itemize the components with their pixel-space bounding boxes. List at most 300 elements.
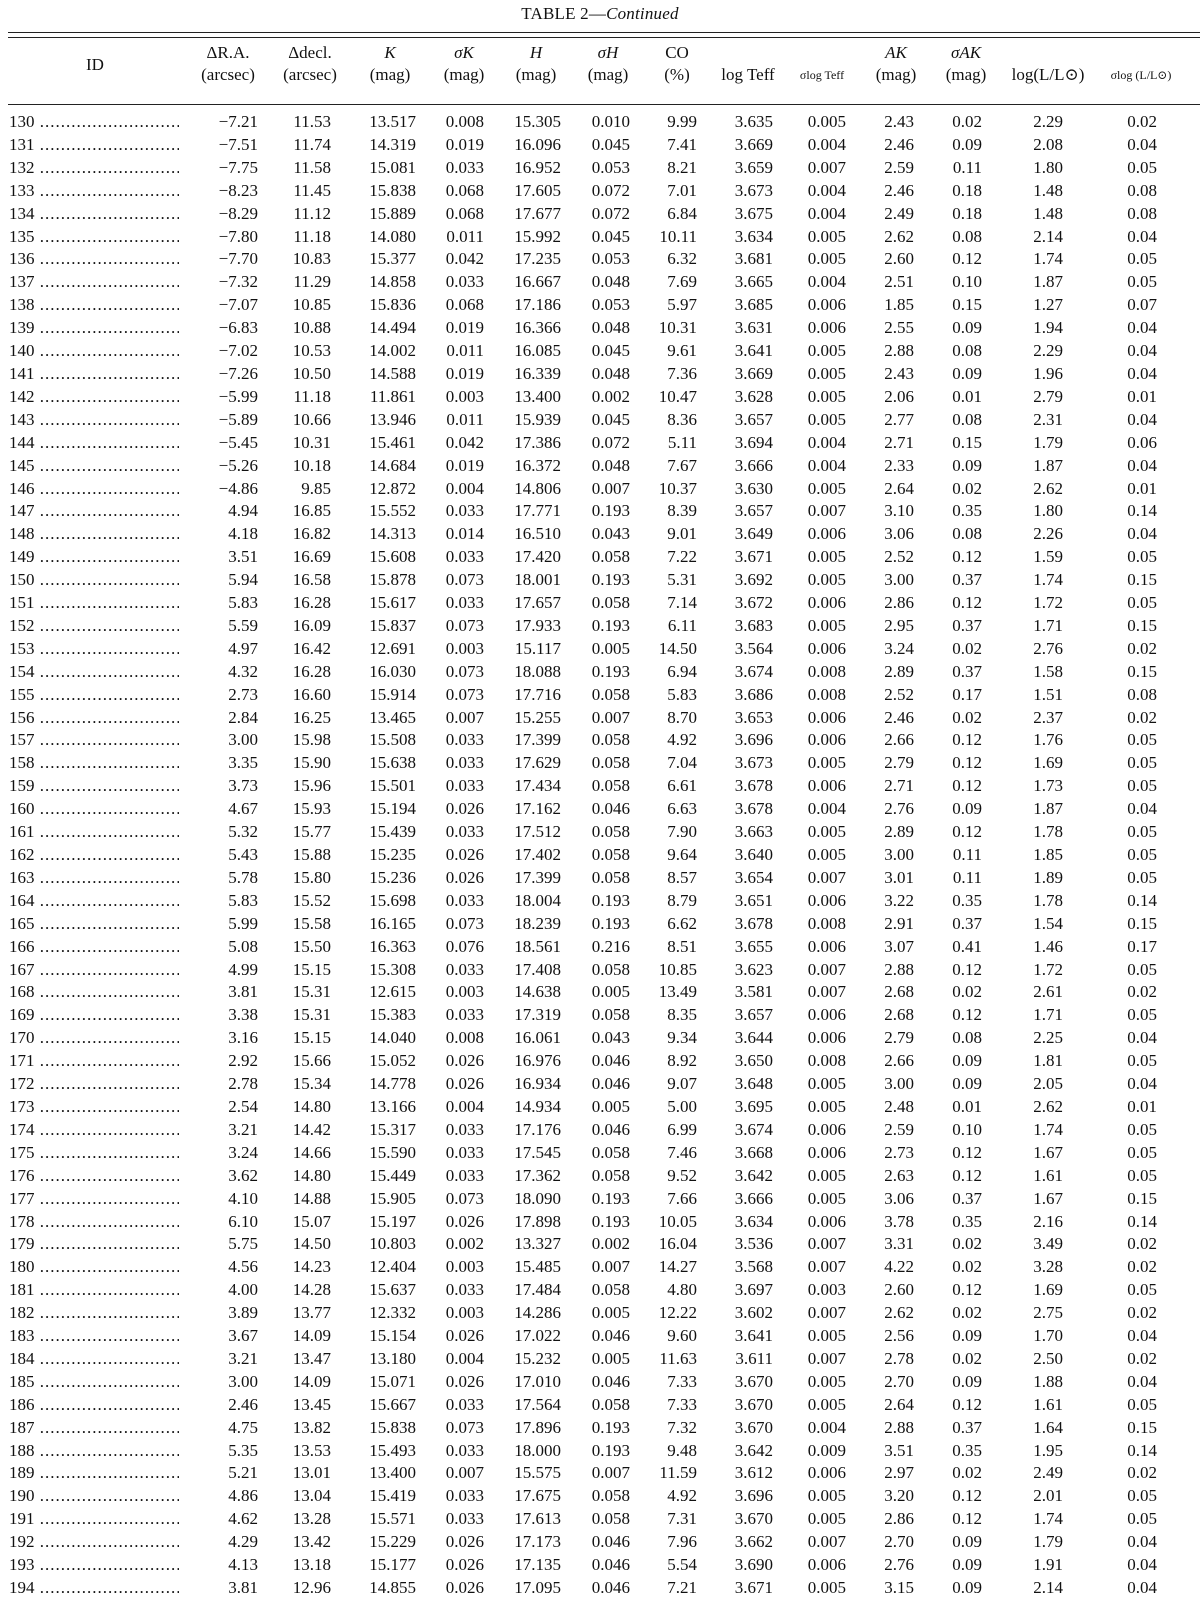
cell-h: 16.667 <box>514 272 561 292</box>
cell-ra: 4.13 <box>228 1555 258 1575</box>
cell-sigma-k: 0.003 <box>445 1257 484 1277</box>
cell-k: 14.002 <box>369 341 416 361</box>
cell-ra: 4.75 <box>228 1417 258 1437</box>
header-line1: σK <box>454 43 474 62</box>
cell-sigma-k: 0.003 <box>445 982 484 1002</box>
cell-decl: 16.28 <box>292 593 331 613</box>
cell-sigma-ak: 0.09 <box>952 1371 982 1391</box>
cell-decl: 15.31 <box>292 982 331 1002</box>
cell-ak: 3.00 <box>884 1074 914 1094</box>
cell-co: 7.32 <box>667 1417 697 1437</box>
cell-log-teff: 3.623 <box>734 959 773 979</box>
cell-log-l: 1.67 <box>1033 1142 1063 1162</box>
cell-co: 7.36 <box>667 363 697 383</box>
cell-id: 167 ..... <box>9 959 179 982</box>
cell-decl: 15.80 <box>292 867 331 887</box>
cell-sigma-log-teff: 0.008 <box>807 684 846 704</box>
cell-sigma-log-l: 0.05 <box>1127 547 1157 567</box>
cell-log-l: 1.73 <box>1033 776 1063 796</box>
cell-sigma-k: 0.073 <box>445 615 484 635</box>
cell-h: 15.305 <box>514 112 561 131</box>
cell-log-teff: 3.612 <box>734 1463 773 1483</box>
cell-decl: 15.58 <box>292 913 331 933</box>
cell-sigma-h: 0.005 <box>591 1303 630 1323</box>
cell-sigma-log-l: 0.05 <box>1127 1509 1157 1529</box>
cell-sigma-h: 0.046 <box>591 1119 630 1139</box>
table-row <box>0 294 1200 317</box>
cell-sigma-log-l: 0.05 <box>1127 1486 1157 1506</box>
table-row <box>0 959 1200 982</box>
cell-ak: 2.71 <box>884 432 914 452</box>
cell-sigma-ak: 0.02 <box>952 1348 982 1368</box>
cell-k: 15.383 <box>369 1005 416 1025</box>
table-row <box>0 1554 1200 1577</box>
cell-sigma-log-teff: 0.005 <box>807 409 846 429</box>
cell-sigma-h: 0.058 <box>591 593 630 613</box>
cell-log-l: 1.80 <box>1033 501 1063 521</box>
cell-decl: 16.42 <box>292 638 331 658</box>
table-header <box>0 42 1200 104</box>
header-line1: Δdecl. <box>288 43 332 62</box>
cell-id: 179 ..... <box>9 1233 179 1256</box>
cell-sigma-log-l: 0.05 <box>1127 730 1157 750</box>
cell-ak: 2.52 <box>884 547 914 567</box>
cell-co: 6.94 <box>667 661 697 681</box>
cell-sigma-h: 0.058 <box>591 1005 630 1025</box>
cell-log-teff: 3.665 <box>734 272 773 292</box>
cell-sigma-ak: 0.12 <box>952 1509 982 1529</box>
cell-h: 15.117 <box>514 638 561 658</box>
cell-sigma-log-l: 0.15 <box>1127 615 1157 635</box>
cell-decl: 15.15 <box>292 1028 331 1048</box>
cell-sigma-ak: 0.17 <box>952 684 982 704</box>
table-row <box>0 707 1200 730</box>
cell-sigma-ak: 0.02 <box>952 707 982 727</box>
cell-ra: −5.99 <box>218 386 258 406</box>
cell-sigma-h: 0.046 <box>591 1371 630 1391</box>
cell-id: 151 ..... <box>9 592 179 615</box>
cell-sigma-log-teff: 0.004 <box>807 272 846 292</box>
cell-log-teff: 3.649 <box>734 524 773 544</box>
cell-sigma-log-teff: 0.005 <box>807 570 846 590</box>
cell-log-l: 1.79 <box>1033 432 1063 452</box>
cell-k: 15.308 <box>369 959 416 979</box>
cell-co: 8.57 <box>667 867 697 887</box>
cell-sigma-ak: 0.02 <box>952 112 982 131</box>
cell-sigma-ak: 0.11 <box>952 867 982 887</box>
cell-sigma-h: 0.193 <box>591 501 630 521</box>
cell-id: 142 ..... <box>9 386 179 409</box>
cell-decl: 15.07 <box>292 1211 331 1231</box>
cell-sigma-log-l: 0.14 <box>1127 1211 1157 1231</box>
cell-sigma-log-l: 0.04 <box>1127 799 1157 819</box>
cell-co: 7.41 <box>667 134 697 154</box>
cell-sigma-log-teff: 0.006 <box>807 1555 846 1575</box>
cell-k: 12.872 <box>369 478 416 498</box>
cell-co: 6.62 <box>667 913 697 933</box>
cell-k: 12.332 <box>369 1303 416 1323</box>
cell-k: 15.878 <box>369 570 416 590</box>
cell-log-teff: 3.581 <box>734 982 773 1002</box>
header-line1 <box>1091 42 1191 64</box>
header-line1: H <box>529 43 543 62</box>
cell-sigma-log-teff: 0.005 <box>807 341 846 361</box>
cell-co: 5.31 <box>667 570 697 590</box>
cell-log-teff: 3.635 <box>734 112 773 131</box>
cell-h: 17.657 <box>514 593 561 613</box>
cell-sigma-ak: 0.09 <box>952 1555 982 1575</box>
cell-ra: 3.21 <box>228 1119 258 1139</box>
cell-ra: −7.32 <box>218 272 258 292</box>
cell-sigma-k: 0.002 <box>445 1234 484 1254</box>
cell-log-l: 2.25 <box>1033 1028 1063 1048</box>
cell-log-l: 2.62 <box>1033 478 1063 498</box>
header-line2: σlog (L/L⊙) <box>1110 68 1172 82</box>
cell-co: 6.99 <box>667 1119 697 1139</box>
cell-sigma-k: 0.068 <box>445 203 484 223</box>
cell-h: 17.434 <box>514 776 561 796</box>
cell-log-l: 2.29 <box>1033 341 1063 361</box>
cell-sigma-ak: 0.35 <box>952 890 982 910</box>
cell-sigma-h: 0.058 <box>591 1142 630 1162</box>
cell-sigma-log-teff: 0.006 <box>807 1211 846 1231</box>
cell-log-l: 1.88 <box>1033 1371 1063 1391</box>
cell-ak: 2.64 <box>884 478 914 498</box>
cell-id: 158 ..... <box>9 752 179 775</box>
cell-decl: 15.90 <box>292 753 331 773</box>
cell-sigma-log-teff: 0.004 <box>807 203 846 223</box>
cell-h: 17.933 <box>514 615 561 635</box>
cell-id: 147 ..... <box>9 500 179 523</box>
cell-sigma-ak: 0.02 <box>952 1463 982 1483</box>
cell-sigma-h: 0.053 <box>591 295 630 315</box>
header-log-teff <box>713 42 783 86</box>
cell-sigma-ak: 0.12 <box>952 1142 982 1162</box>
cell-h: 17.420 <box>514 547 561 567</box>
cell-log-teff: 3.670 <box>734 1509 773 1529</box>
cell-sigma-h: 0.058 <box>591 730 630 750</box>
cell-ra: 3.38 <box>228 1005 258 1025</box>
table-row <box>0 432 1200 455</box>
cell-sigma-k: 0.033 <box>445 1119 484 1139</box>
cell-ra: 4.86 <box>228 1486 258 1506</box>
cell-k: 15.197 <box>369 1211 416 1231</box>
cell-sigma-k: 0.073 <box>445 913 484 933</box>
cell-h: 17.402 <box>514 845 561 864</box>
cell-sigma-log-l: 0.15 <box>1127 913 1157 933</box>
cell-sigma-h: 0.058 <box>591 959 630 979</box>
cell-co: 10.85 <box>658 959 697 979</box>
cell-id: 149 ..... <box>9 546 179 569</box>
cell-sigma-ak: 0.37 <box>952 913 982 933</box>
cell-k: 14.040 <box>369 1028 416 1048</box>
cell-co: 13.49 <box>658 982 697 1002</box>
cell-sigma-k: 0.073 <box>445 684 484 704</box>
cell-log-l: 3.28 <box>1033 1257 1063 1277</box>
cell-sigma-k: 0.011 <box>446 226 484 246</box>
cell-log-teff: 3.666 <box>734 455 773 475</box>
cell-log-teff: 3.657 <box>734 1005 773 1025</box>
cell-sigma-log-l: 0.14 <box>1127 501 1157 521</box>
cell-ak: 2.66 <box>884 1051 914 1071</box>
cell-sigma-log-teff: 0.004 <box>807 1417 846 1437</box>
cell-ra: 3.21 <box>228 1348 258 1368</box>
header-line2: (mag) <box>443 65 485 84</box>
cell-sigma-ak: 0.08 <box>952 341 982 361</box>
cell-sigma-ak: 0.37 <box>952 661 982 681</box>
cell-log-l: 1.78 <box>1033 890 1063 910</box>
cell-sigma-log-l: 0.05 <box>1127 157 1157 177</box>
table-row <box>0 844 1200 867</box>
cell-ak: 2.33 <box>884 455 914 475</box>
cell-ra: 5.08 <box>228 936 258 956</box>
cell-sigma-ak: 0.09 <box>952 134 982 154</box>
cell-h: 17.135 <box>514 1555 561 1575</box>
caption-continued: Continued <box>606 4 679 23</box>
cell-co: 12.22 <box>658 1303 697 1323</box>
cell-id: 175 ..... <box>9 1142 179 1165</box>
cell-log-l: 1.64 <box>1033 1417 1063 1437</box>
cell-log-teff: 3.695 <box>734 1096 773 1116</box>
cell-log-teff: 3.641 <box>734 341 773 361</box>
cell-k: 15.836 <box>369 295 416 315</box>
cell-log-teff: 3.634 <box>734 226 773 246</box>
table-row <box>0 1394 1200 1417</box>
cell-sigma-h: 0.058 <box>591 1486 630 1506</box>
cell-h: 17.319 <box>514 1005 561 1025</box>
header-line2: (mag) <box>587 65 629 84</box>
cell-h: 17.484 <box>514 1280 561 1300</box>
cell-ak: 2.49 <box>884 203 914 223</box>
cell-k: 15.698 <box>369 890 416 910</box>
table-row <box>0 1233 1200 1256</box>
cell-ak: 1.85 <box>884 295 914 315</box>
cell-decl: 13.04 <box>292 1486 331 1506</box>
cell-k: 15.552 <box>369 501 416 521</box>
cell-id: 132 ..... <box>9 157 179 180</box>
cell-sigma-log-l: 0.04 <box>1127 226 1157 246</box>
cell-log-teff: 3.696 <box>734 1486 773 1506</box>
cell-k: 15.071 <box>369 1371 416 1391</box>
top-rule-2 <box>8 37 1200 38</box>
cell-id: 138 ..... <box>9 294 179 317</box>
cell-log-l: 2.37 <box>1033 707 1063 727</box>
cell-log-l: 1.74 <box>1033 249 1063 269</box>
cell-co: 11.59 <box>659 1463 697 1483</box>
table-row <box>0 523 1200 546</box>
cell-k: 14.855 <box>369 1578 416 1597</box>
cell-decl: 11.18 <box>293 386 331 406</box>
cell-id: 172 ..... <box>9 1073 179 1096</box>
cell-co: 7.90 <box>667 822 697 842</box>
cell-sigma-log-l: 0.05 <box>1127 845 1157 864</box>
cell-id: 183 ..... <box>9 1325 179 1348</box>
cell-id: 141 ..... <box>9 363 179 386</box>
cell-log-teff: 3.651 <box>734 890 773 910</box>
table-row <box>0 157 1200 180</box>
cell-h: 17.010 <box>514 1371 561 1391</box>
cell-sigma-h: 0.072 <box>591 203 630 223</box>
cell-id: 156 ..... <box>9 707 179 730</box>
cell-sigma-log-teff: 0.006 <box>807 593 846 613</box>
cell-ra: −7.21 <box>218 112 258 131</box>
cell-sigma-log-l: 0.08 <box>1127 180 1157 200</box>
cell-sigma-log-teff: 0.006 <box>807 1028 846 1048</box>
cell-k: 15.914 <box>369 684 416 704</box>
cell-sigma-ak: 0.11 <box>952 157 982 177</box>
cell-ra: −8.23 <box>218 180 258 200</box>
cell-ra: 3.51 <box>228 547 258 567</box>
cell-decl: 16.85 <box>292 501 331 521</box>
cell-sigma-log-teff: 0.004 <box>807 134 846 154</box>
cell-co: 5.00 <box>667 1096 697 1116</box>
cell-id: 144 ..... <box>9 432 179 455</box>
cell-log-l: 2.61 <box>1033 982 1063 1002</box>
header-h <box>506 42 566 86</box>
cell-sigma-h: 0.005 <box>591 982 630 1002</box>
cell-sigma-h: 0.005 <box>591 1348 630 1368</box>
cell-co: 5.11 <box>667 432 697 452</box>
cell-log-l: 2.75 <box>1033 1303 1063 1323</box>
cell-co: 9.60 <box>667 1326 697 1346</box>
cell-decl: 15.34 <box>292 1074 331 1094</box>
cell-sigma-log-l: 0.15 <box>1127 1188 1157 1208</box>
cell-decl: 13.42 <box>292 1532 331 1552</box>
cell-decl: 11.53 <box>293 112 331 131</box>
cell-ak: 3.06 <box>884 524 914 544</box>
cell-k: 15.052 <box>369 1051 416 1071</box>
cell-sigma-k: 0.033 <box>445 1165 484 1185</box>
cell-sigma-log-l: 0.02 <box>1127 1463 1157 1483</box>
cell-id: 190 ..... <box>9 1485 179 1508</box>
cell-sigma-log-teff: 0.006 <box>807 936 846 956</box>
cell-log-teff: 3.648 <box>734 1074 773 1094</box>
cell-sigma-log-teff: 0.007 <box>807 867 846 887</box>
cell-co: 9.99 <box>667 112 697 131</box>
cell-sigma-log-teff: 0.007 <box>807 1348 846 1368</box>
header-line2: log Teff <box>721 65 775 84</box>
cell-h: 16.934 <box>514 1074 561 1094</box>
table-row <box>0 752 1200 775</box>
cell-co: 8.51 <box>667 936 697 956</box>
cell-sigma-h: 0.048 <box>591 455 630 475</box>
cell-ak: 2.79 <box>884 753 914 773</box>
cell-k: 15.501 <box>369 776 416 796</box>
cell-log-l: 2.14 <box>1033 226 1063 246</box>
cell-k: 15.194 <box>369 799 416 819</box>
cell-decl: 9.85 <box>301 478 331 498</box>
cell-log-teff: 3.628 <box>734 386 773 406</box>
cell-log-teff: 3.659 <box>734 157 773 177</box>
cell-h: 18.239 <box>514 913 561 933</box>
header-sigma-log-l <box>1091 42 1191 86</box>
cell-h: 17.162 <box>514 799 561 819</box>
cell-co: 7.33 <box>667 1394 697 1414</box>
table-row <box>0 867 1200 890</box>
cell-ak: 2.59 <box>884 157 914 177</box>
cell-log-teff: 3.681 <box>734 249 773 269</box>
table-row <box>0 1417 1200 1440</box>
cell-decl: 11.45 <box>293 180 331 200</box>
table-row <box>0 981 1200 1004</box>
cell-sigma-log-teff: 0.005 <box>807 547 846 567</box>
cell-decl: 15.66 <box>292 1051 331 1071</box>
cell-sigma-h: 0.048 <box>591 272 630 292</box>
cell-ra: 4.56 <box>228 1257 258 1277</box>
cell-ra: 3.62 <box>228 1165 258 1185</box>
table-row <box>0 363 1200 386</box>
cell-ra: 2.73 <box>228 684 258 704</box>
cell-ra: 4.10 <box>228 1188 258 1208</box>
cell-sigma-log-teff: 0.006 <box>807 1119 846 1139</box>
cell-sigma-k: 0.026 <box>445 1578 484 1597</box>
cell-co: 5.54 <box>667 1555 697 1575</box>
cell-h: 17.898 <box>514 1211 561 1231</box>
cell-k: 14.313 <box>369 524 416 544</box>
cell-sigma-log-teff: 0.005 <box>807 1096 846 1116</box>
cell-ak: 2.68 <box>884 1005 914 1025</box>
cell-decl: 10.66 <box>292 409 331 429</box>
cell-sigma-log-l: 0.05 <box>1127 753 1157 773</box>
table-row <box>0 1142 1200 1165</box>
cell-co: 7.04 <box>667 753 697 773</box>
cell-ak: 3.24 <box>884 638 914 658</box>
cell-sigma-log-teff: 0.005 <box>807 822 846 842</box>
cell-h: 13.327 <box>514 1234 561 1254</box>
cell-sigma-log-teff: 0.005 <box>807 753 846 773</box>
cell-sigma-ak: 0.18 <box>952 180 982 200</box>
cell-co: 9.52 <box>667 1165 697 1185</box>
cell-log-l: 1.80 <box>1033 157 1063 177</box>
header-line2: log(L/L⊙) <box>1011 65 1085 84</box>
cell-decl: 16.25 <box>292 707 331 727</box>
cell-sigma-k: 0.004 <box>445 478 484 498</box>
cell-sigma-k: 0.019 <box>445 318 484 338</box>
cell-sigma-log-l: 0.04 <box>1127 409 1157 429</box>
table-row <box>0 592 1200 615</box>
cell-sigma-k: 0.033 <box>445 1394 484 1414</box>
cell-log-teff: 3.668 <box>734 1142 773 1162</box>
cell-id: 176 ..... <box>9 1165 179 1188</box>
cell-sigma-ak: 0.37 <box>952 570 982 590</box>
cell-co: 8.35 <box>667 1005 697 1025</box>
cell-sigma-k: 0.033 <box>445 753 484 773</box>
cell-k: 10.803 <box>369 1234 416 1254</box>
table-row <box>0 203 1200 226</box>
cell-sigma-k: 0.003 <box>445 386 484 406</box>
cell-ra: 3.00 <box>228 1371 258 1391</box>
cell-ak: 2.46 <box>884 707 914 727</box>
cell-sigma-log-teff: 0.007 <box>807 959 846 979</box>
cell-h: 16.096 <box>514 134 561 154</box>
cell-sigma-log-teff: 0.006 <box>807 1463 846 1483</box>
cell-log-l: 1.94 <box>1033 318 1063 338</box>
cell-ak: 2.76 <box>884 1555 914 1575</box>
cell-sigma-h: 0.010 <box>591 112 630 131</box>
cell-sigma-log-teff: 0.005 <box>807 845 846 864</box>
header-line2: (arcsec) <box>283 65 337 84</box>
cell-sigma-ak: 0.35 <box>952 1211 982 1231</box>
cell-log-teff: 3.673 <box>734 180 773 200</box>
cell-co: 16.04 <box>658 1234 697 1254</box>
cell-sigma-log-teff: 0.007 <box>807 1303 846 1323</box>
cell-ra: −7.70 <box>218 249 258 269</box>
cell-k: 15.439 <box>369 822 416 842</box>
cell-ak: 2.91 <box>884 913 914 933</box>
cell-sigma-ak: 0.12 <box>952 249 982 269</box>
cell-sigma-log-l: 0.04 <box>1127 1028 1157 1048</box>
cell-sigma-log-teff: 0.005 <box>807 1188 846 1208</box>
